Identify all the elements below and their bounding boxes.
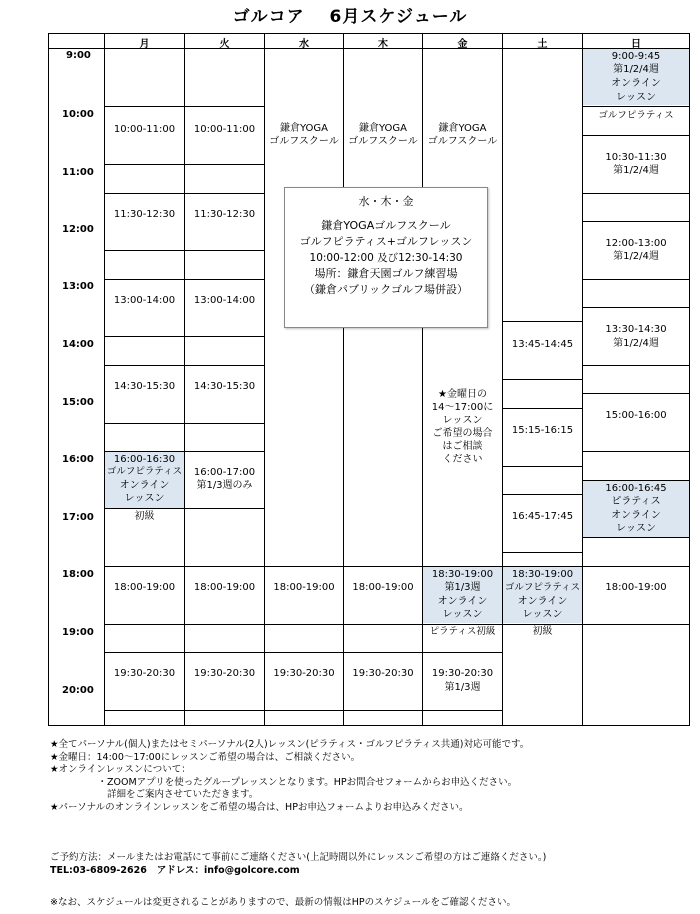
cell-fri-note: ご希望の場合 — [432, 428, 493, 439]
time-label: 11:00 — [62, 167, 94, 178]
cell-tue-1300: 13:00-14:00 — [193, 295, 256, 306]
cell-sat-1345: 13:45-14:45 — [511, 339, 574, 350]
page-title: ゴルコア 6月スケジュール — [232, 7, 468, 27]
time-label: 15:00 — [62, 397, 94, 408]
cell-sun-0900-lesson: レッスン — [616, 92, 656, 103]
cell-tue-1930: 19:30-20:30 — [193, 668, 256, 679]
cell-sat-1830-time: 18:30-19:00 — [511, 569, 574, 580]
time-label: 17:00 — [62, 512, 94, 523]
cell-thu-1930: 19:30-20:30 — [352, 668, 414, 679]
cell-sun-1500: 15:00-16:00 — [605, 410, 667, 421]
note-line: ★全てパーソナル(個人)またはセミパーソナル(2人)レッスン(ピラティス・ゴルフピラティス共通)対応可能です。 — [50, 739, 530, 750]
cell-fri-1830-lesson: レッスン — [442, 609, 483, 620]
cell-tue-1600-note: 第1/3週のみ — [196, 480, 253, 491]
info-box-line: 場所：鎌倉天園ゴルフ練習場 — [314, 267, 458, 280]
cell-mon-1600-time: 16:00-16:30 — [113, 454, 176, 465]
cell-sat-1830-level: 初級 — [532, 626, 553, 637]
cell-fri-note: はご相談 — [442, 441, 483, 452]
time-label: 10:00 — [62, 109, 94, 120]
cell-fri-1930-week: 第1/3週 — [444, 682, 481, 693]
reservation-method: ご予約方法：メールまたはお電話にて事前にご連絡ください(上記時間以外にレッスンご希望の方はご連絡ください。) — [50, 852, 547, 863]
cell-wed-1000-yoga: 鎌倉YOGA — [279, 123, 329, 134]
cell-sat-1515: 15:15-16:15 — [511, 425, 574, 436]
cell-sat-1830-lesson: レッスン — [522, 609, 563, 620]
time-label: 19:00 — [62, 627, 94, 638]
cell-mon-1600-lesson: レッスン — [124, 493, 165, 504]
day-header-fri: 金 — [457, 39, 468, 50]
note-line: ・ZOOMアプリを使ったグループレッスンとなります。HPお問合せフォームからお申込ください。 — [50, 776, 518, 788]
cell-fri-note: レッスン — [442, 415, 483, 426]
day-header-sun: 日 — [631, 39, 641, 50]
day-header-thu: 木 — [378, 39, 388, 50]
info-box-line: 鎌倉YOGAゴルフスクール — [321, 219, 451, 232]
info-box-line: 10:00-12:00 及び12:30-14:30 — [309, 252, 463, 264]
cell-mon-1600-online: オンライン — [119, 480, 170, 491]
day-header-tue: 火 — [219, 39, 230, 50]
cell-tue-1000: 10:00-11:00 — [193, 124, 256, 135]
cell-sun-1030-time: 10:30-11:30 — [605, 152, 667, 163]
notes-section — [50, 739, 690, 814]
cell-tue-1430: 14:30-15:30 — [193, 381, 256, 392]
cell-wed-1800: 18:00-19:00 — [273, 582, 335, 593]
contact-section — [50, 851, 546, 877]
day-header-mon: 月 — [139, 39, 150, 50]
cell-fri-1930-time: 19:30-20:30 — [431, 668, 494, 679]
cell-fri-note: ください — [442, 454, 483, 465]
time-label: 18:00 — [62, 569, 94, 580]
cell-fri-1830-online: オンライン — [437, 596, 488, 607]
time-label: 16:00 — [62, 454, 94, 465]
cell-mon-1300: 13:00-14:00 — [113, 295, 176, 306]
cell-sat-1645: 16:45-17:45 — [511, 511, 574, 522]
cell-mon-1800: 18:00-19:00 — [113, 582, 176, 593]
day-header-wed: 水 — [299, 39, 309, 50]
info-box-title: 水・木・金 — [358, 195, 414, 208]
cell-thu-1000-yoga: 鎌倉YOGA — [358, 123, 408, 134]
cell-sun-1600-online: オンライン — [611, 510, 661, 521]
cell-mon-1600-level: 初級 — [134, 511, 155, 522]
info-box-line: （鎌倉パブリックゴルフ場併設） — [304, 283, 468, 296]
note-line: ★オンラインレッスンについて： — [50, 764, 191, 775]
cell-sun-1600-time: 16:00-16:45 — [605, 483, 667, 494]
cell-mon-1000: 10:00-11:00 — [113, 124, 176, 135]
note-line: ★パーソナルのオンラインレッスンをご希望の場合は、HPお申込フォームよりお申込みください。 — [50, 801, 469, 813]
cell-mon-1600-label: ゴルフピラティス — [106, 466, 183, 477]
cell-sun-1030-week: 第1/2/4週 — [613, 165, 659, 176]
cell-sun-1200-time: 12:00-13:00 — [605, 238, 667, 249]
cell-fri-1000-school: ゴルフスクール — [427, 136, 498, 147]
cell-sun-0900-week: 第1/2/4週 — [613, 64, 659, 75]
cell-fri-note: ★金曜日の — [438, 389, 487, 400]
cell-fri-note: 14～17:00に — [431, 402, 494, 413]
time-label: 9:00 — [66, 50, 91, 61]
note-line: 詳細をご案内させていただきます。 — [50, 789, 259, 800]
email-address: アドレス：info@golcore.com — [156, 865, 300, 876]
yoga-school-info-box — [284, 187, 488, 328]
cell-sun-1600-lesson: レッスン — [616, 523, 656, 534]
cell-tue-1130: 11:30-12:30 — [193, 209, 256, 220]
cell-tue-1800: 18:00-19:00 — [193, 582, 256, 593]
schedule-disclaimer: ※なお、スケジュールは変更されることがありますので、最新の情報はHPのスケジュールをご確認ください。 — [50, 897, 517, 908]
cell-sun-0900-time: 9:00-9:45 — [611, 51, 661, 62]
cell-sun-1000-label: ゴルフピラティス — [598, 110, 674, 121]
cell-thu-1000-school: ゴルフスクール — [348, 136, 418, 147]
time-label: 12:00 — [62, 224, 94, 235]
cell-fri-1830-level: ピラティス初級 — [429, 626, 496, 637]
cell-fri-1830-week: 第1/3週 — [444, 582, 481, 593]
cell-tue-1600-time: 16:00-17:00 — [193, 467, 256, 478]
cell-wed-1930: 19:30-20:30 — [273, 668, 335, 679]
cell-mon-1930: 19:30-20:30 — [113, 668, 176, 679]
cell-sun-0900-online: オンライン — [611, 78, 661, 89]
time-label: 20:00 — [62, 685, 94, 696]
cell-thu-1800: 18:00-19:00 — [352, 582, 414, 593]
cell-sun-1800: 18:00-19:00 — [605, 582, 667, 593]
cell-sat-1830-label: ゴルフピラティス — [504, 582, 581, 593]
cell-fri-1830-time: 18:30-19:00 — [431, 569, 494, 580]
cell-sat-1830-online: オンライン — [517, 596, 568, 607]
cell-mon-1130: 11:30-12:30 — [113, 209, 176, 220]
cell-sun-1330-time: 13:30-14:30 — [605, 324, 667, 335]
cell-fri-1000-yoga: 鎌倉YOGA — [438, 123, 487, 134]
cell-sun-1330-week: 第1/2/4週 — [613, 338, 659, 349]
note-line: ★金曜日：14:00～17:00にレッスンご希望の場合は、ご相談ください。 — [50, 751, 361, 763]
day-header-sat: 土 — [537, 39, 548, 50]
cell-sun-1200-week: 第1/2/4週 — [613, 251, 659, 262]
time-label: 14:00 — [62, 339, 94, 350]
cell-wed-1000-school: ゴルフスクール — [269, 136, 339, 147]
time-label: 13:00 — [62, 281, 94, 292]
info-box-line: ゴルフピラティス+ゴルフレッスン — [299, 235, 473, 248]
cell-sun-1600-label: ピラティス — [611, 496, 661, 507]
phone-number: TEL:03-6809-2626 — [50, 865, 147, 876]
cell-mon-1430: 14:30-15:30 — [113, 381, 176, 392]
